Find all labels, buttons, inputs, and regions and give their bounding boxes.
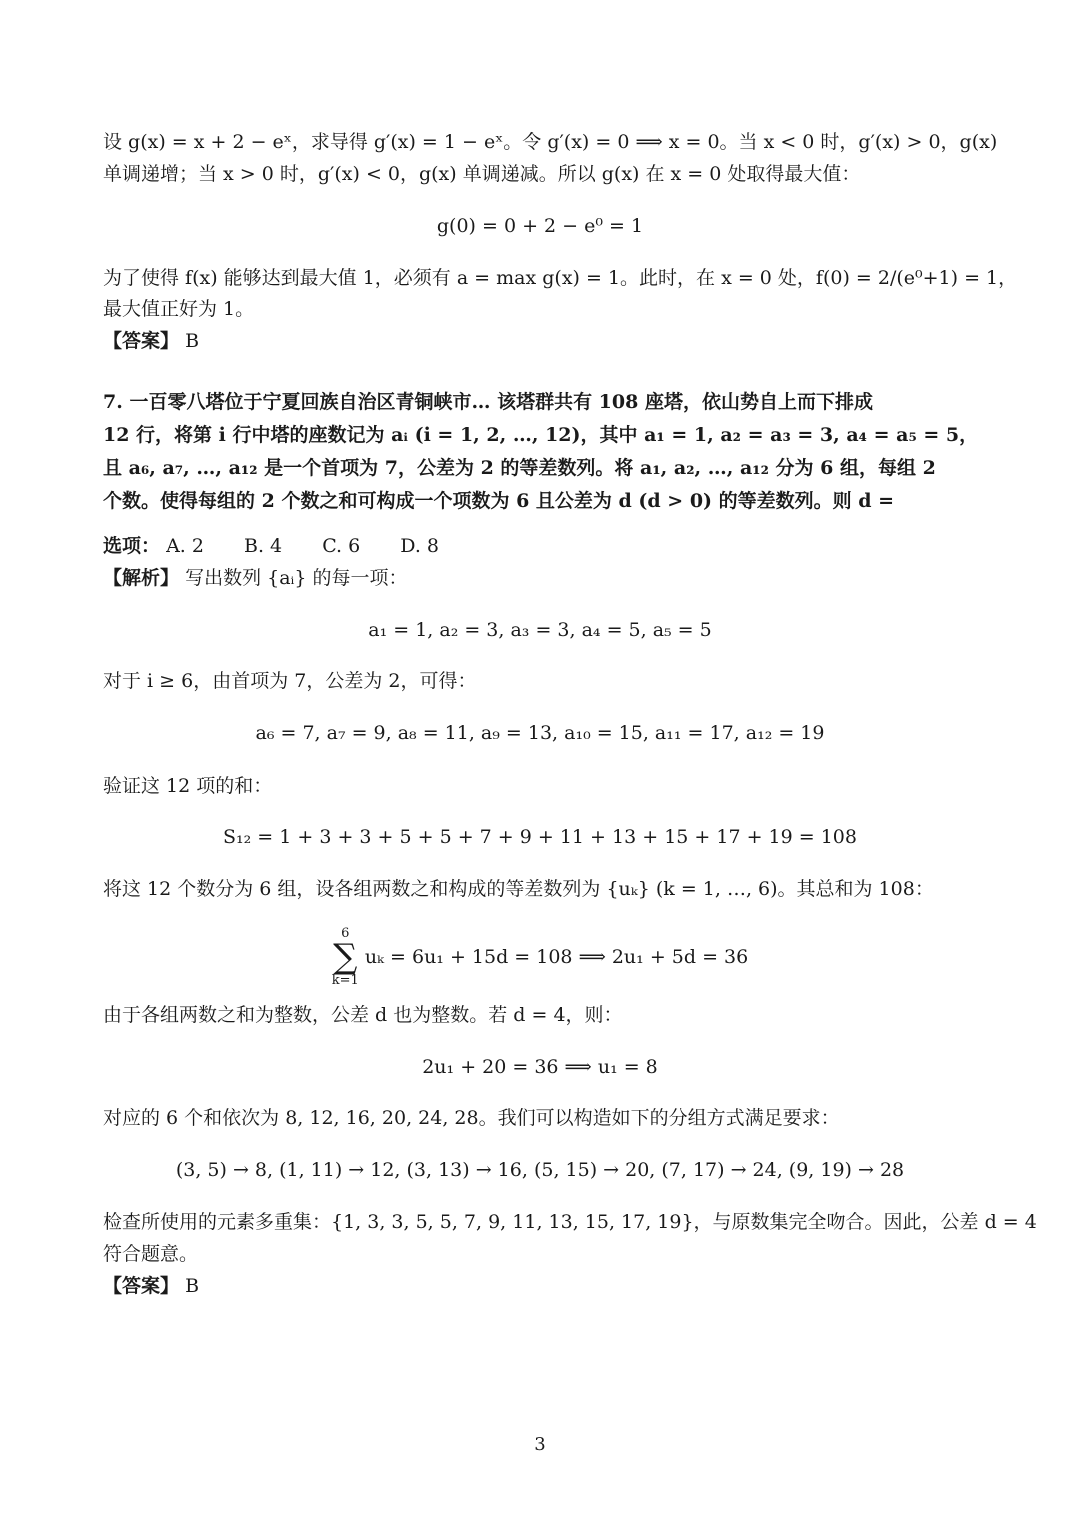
page-number: 3 (534, 1434, 546, 1455)
text-line: 单调递增；当 x > 0 时，g′(x) < 0，g(x) 单调递减。所以 g(x) 在 x = 0 处取得最大值： (103, 163, 861, 185)
question-line: 个数。使得每组的 2 个数之和可构成一个项数为 6 且公差为 d (d > 0) 的等差数列。则 d = (103, 490, 895, 512)
display-equation: 2u₁ + 20 = 36 ⟹ u₁ = 8 (422, 1056, 658, 1078)
option-d: D. 8 (400, 535, 439, 557)
answer-line (103, 326, 977, 356)
display-equation: S₁₂ = 1 + 3 + 3 + 5 + 5 + 7 + 9 + 11 + 13 + 15 + 17 + 19 = 108 (222, 826, 857, 848)
text-line: 由于各组两数之和为整数，公差 d 也为整数。若 d = 4，则： (103, 1004, 623, 1026)
question-line: 12 行，将第 i 行中塔的座数记为 aᵢ (i = 1, 2, …, 12)，其中 a₁ = 1, a₂ = a₃ = 3, a₄ = a₅ = 5， (103, 424, 979, 446)
analysis-tag: 【解析】 (103, 567, 180, 589)
answer-line (103, 1271, 977, 1301)
display-equation: (3, 5) → 8, (1, 11) → 12, (3, 13) → 16, (5, 15) → 20, (7, 17) → 24, (9, 19) → 28 (175, 1159, 905, 1181)
display-equation: a₆ = 7, a₇ = 9, a₈ = 11, a₉ = 13, a₁₀ = 15, a₁₁ = 17, a₁₂ = 19 (255, 722, 825, 744)
sum-upper-limit: 6 (341, 926, 350, 941)
text-line: 验证这 12 项的和： (103, 775, 273, 797)
option-a: A. 2 (166, 535, 204, 557)
answer-tag: 【答案】 (103, 1275, 180, 1297)
sum-expression: uₖ = 6u₁ + 15d = 108 ⟹ 2u₁ + 5d = 36 (364, 946, 749, 968)
question-line: 且 a₆, a₇, …, a₁₂ 是一个首项为 7，公差为 2 的等差数列。将 a₁, a₂, …, a₁₂ 分为 6 组，每组 2 (103, 457, 936, 479)
question-line: 7. 一百零八塔位于宁夏回族自治区青铜峡市… 该塔群共有 108 座塔，依山势自上而下排成 (103, 391, 873, 413)
option-b: B. 4 (244, 535, 283, 557)
sum-lower-limit: k=1 (331, 973, 359, 988)
analysis-line (103, 563, 977, 593)
options-row (103, 531, 977, 561)
text-line: 将这 12 个数分为 6 组，设各组两数之和构成的等差数列为 {uₖ} (k = 1, …, 6)。其总和为 108： (103, 878, 934, 900)
answer-value: B (185, 330, 200, 352)
text-line: 检查所使用的元素多重集：{1, 3, 3, 5, 5, 7, 9, 11, 13, 15, 17, 19}，与原数集完全吻合。因此，公差 d = 4 (103, 1211, 1037, 1233)
text-line: 对于 i ≥ 6，由首项为 7，公差为 2，可得： (103, 670, 477, 692)
answer-tag: 【答案】 (103, 330, 180, 352)
display-equation: g(0) = 0 + 2 − e⁰ = 1 (436, 215, 644, 237)
analysis-intro: 写出数列 {aᵢ} 的每一项： (185, 567, 408, 589)
sigma-symbol: 6 ∑ k=1 (331, 926, 359, 988)
option-c: C. 6 (322, 535, 361, 557)
answer-value: B (185, 1275, 200, 1297)
text-line: 为了使得 f(x) 能够达到最大值 1，必须有 a = max g(x) = 1。此时，在 x = 0 处，f(0) = 2/(e⁰+1) = 1， (103, 267, 1018, 289)
summation-equation (0, 920, 1080, 990)
text-line: 符合题意。 (103, 1243, 199, 1265)
display-equation: a₁ = 1, a₂ = 3, a₃ = 3, a₄ = 5, a₅ = 5 (368, 619, 712, 641)
text-line: 设 g(x) = x + 2 − eˣ，求导得 g′(x) = 1 − eˣ。令 g′(x) = 0 ⟹ x = 0。当 x < 0 时，g′(x) > 0，g(x) (103, 131, 998, 153)
text-line: 对应的 6 个和依次为 8, 12, 16, 20, 24, 28。我们可以构造如下的分组方式满足要求： (103, 1107, 840, 1129)
options-label: 选项： (103, 535, 161, 557)
text-line: 最大值正好为 1。 (103, 298, 255, 320)
